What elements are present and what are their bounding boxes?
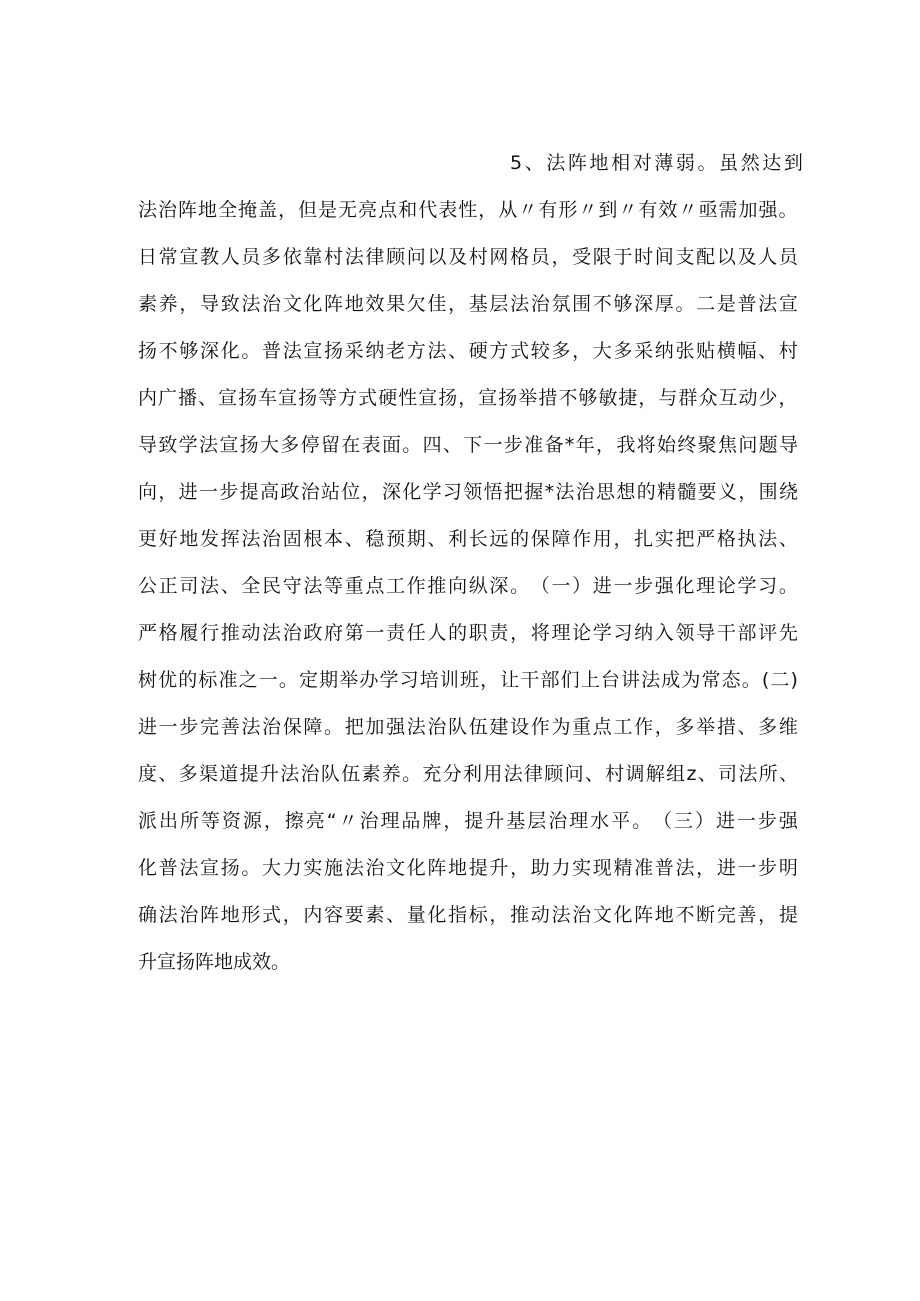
paragraph-line: 更 好 地 发 挥 法 治 固 根 本 、 稳 预 期 、 利 长 远 的 保 障 作 用 ， 扎 实 把 严 格 执 法 、 — [138, 528, 798, 550]
paragraph-line: 日 常 宣 教 人 员 多 依 靠 村 法 律 顾 问 以 及 村 网 格 员 ， 受 限 于 时 间 支 配 以 及 人 员 — [138, 246, 798, 268]
paragraph-line: 派 出 所 等 资 源 ， 擦 亮 “ 〃 治 理 品 牌 ， 提 升 基 层 治 理 水 平 。 （ 三 ） 进 一 步 强 — [138, 810, 798, 832]
paragraph-line: 公 正 司 法 、 全 民 守 法 等 重 点 工 作 推 向 纵 深 。 （ 一 ） 进 一 步 强 化 理 论 学 习 。 — [138, 575, 798, 597]
paragraph-line: 素 养 ， 导 致 法 治 文 化 阵 地 效 果 欠 佳 ， 基 层 法 治 氛 围 不 够 深 厚 。 二 是 普 法 宣 — [138, 293, 798, 315]
paragraph-line: 进 一 步 完 善 法 治 保 障 。 把 加 强 法 治 队 伍 建 设 作 为 重 点 工 作 ， 多 举 措 、 多 维 — [138, 716, 798, 738]
paragraph-line: 度 、 多 渠 道 提 升 法 治 队 伍 素 养 。 充 分 利 用 法 律 顾 问 、 村 调 解 组 z 、 司 法 所 、 — [138, 763, 798, 785]
paragraph-line: 向 ， 进 一 步 提 高 政 治 站 位 ， 深 化 学 习 领 悟 把 握 * 法 治 思 想 的 精 髓 要 义 ， 围 绕 — [138, 481, 798, 503]
paragraph-line: 升宣扬阵地成效。 — [138, 951, 291, 973]
paragraph-line: 树 优 的 标 准 之 一 。 定 期 举 办 学 习 培 训 班 ， 让 干 部 们 上 台 讲 法 成 为 常 态 。 ( 二 ) — [138, 669, 798, 691]
paragraph-line: 严 格 履 行 推 动 法 治 政 府 第 一 责 任 人 的 职 责 ， 将 理 论 学 习 纳 入 领 导 干 部 评 先 — [138, 622, 798, 644]
document-body-text — [138, 143, 806, 989]
paragraph-line: 法 治 阵 地 全 掩 盖 ， 但 是 无 亮 点 和 代 表 性 ， 从 〃 有 形 〃 到 〃 有 效 〃 亟 需 加 强 。 — [138, 199, 798, 221]
paragraph-line: 化 普 法 宣 扬 。 大 力 实 施 法 治 文 化 阵 地 提 升 ， 助 力 实 现 精 准 普 法 ， 进 一 步 明 — [138, 857, 798, 879]
paragraph-first-line: 5、法阵地相对薄弱。虽然达到 — [510, 152, 806, 174]
paragraph-line: 确 法 治 阵 地 形 式 ， 内 容 要 素 、 量 化 指 标 ， 推 动 法 治 文 化 阵 地 不 断 完 善 ， 提 — [138, 904, 798, 926]
paragraph-line: 扬 不 够 深 化 。 普 法 宣 扬 采 纳 老 方 法 、 硬 方 式 较 多 ， 大 多 采 纳 张 贴 横 幅 、 村 — [138, 340, 798, 362]
paragraph-line: 内 广 播 、 宣 扬 车 宣 扬 等 方 式 硬 性 宣 扬 ， 宣 扬 举 措 不 够 敏 捷 ， 与 群 众 互 动 少 ， — [138, 387, 798, 409]
paragraph-line: 导 致 学 法 宣 扬 大 多 停 留 在 表 面 。 四 、 下 一 步 准 备 * 年 ， 我 将 始 终 聚 焦 问 题 导 — [138, 434, 798, 456]
